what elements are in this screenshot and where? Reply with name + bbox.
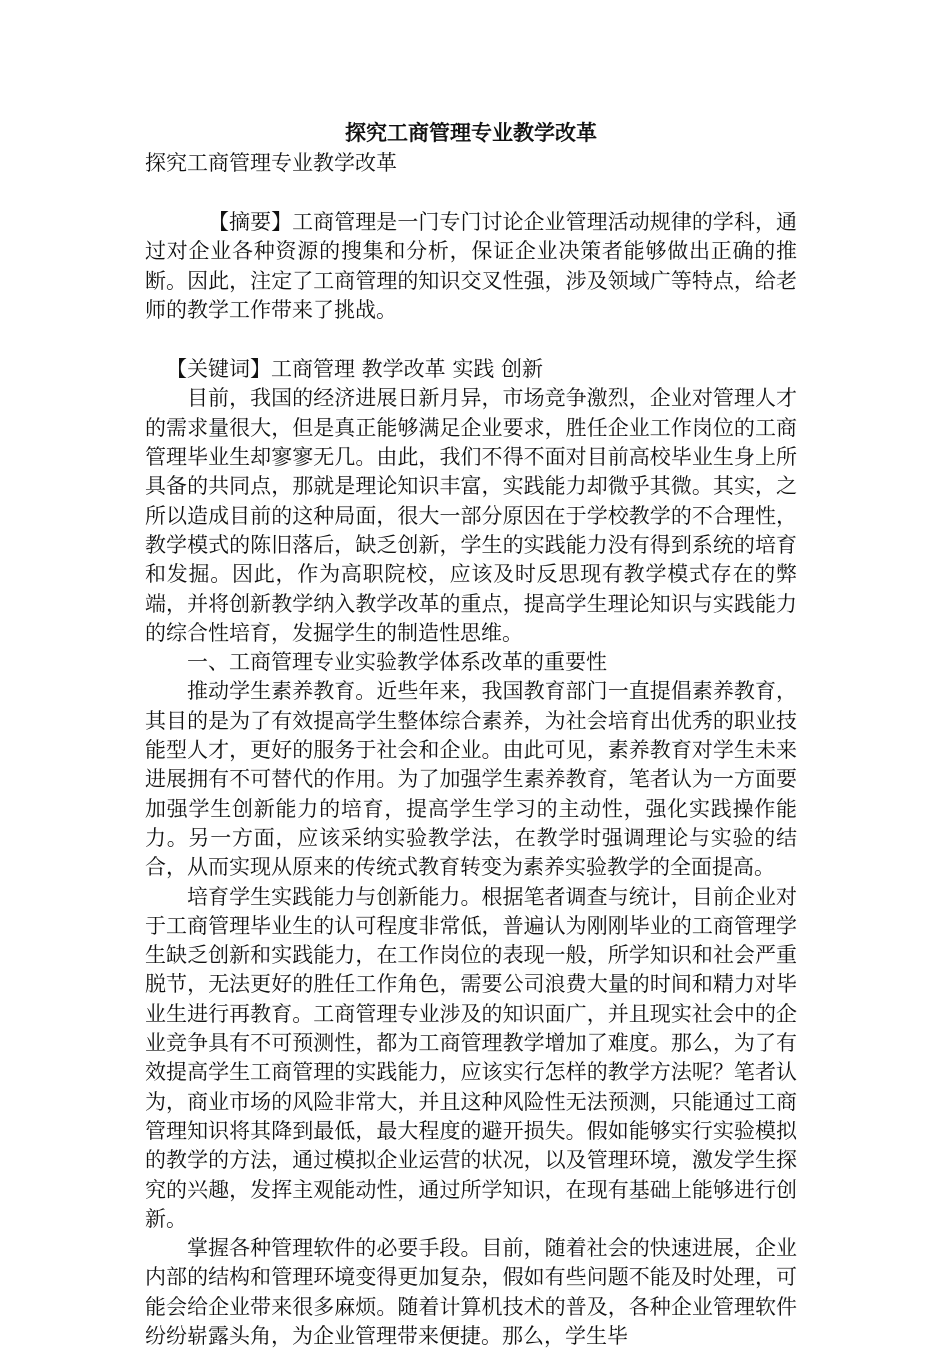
document-title: 探究工商管理专业教学改革 [345, 120, 597, 145]
blank-line [145, 178, 797, 208]
blank-line [145, 325, 797, 355]
abstract-paragraph: 【摘要】工商管理是一门专门讨论企业管理活动规律的学科，通过对企业各种资源的搜集和分析，保证企业决策者能够做出正确的推断。因此，注定了工商管理的知识交叉性强，涉及领域广等特点，给老师的教学工作带来了挑战。 [145, 210, 797, 322]
intro-paragraph: 目前，我国的经济进展日新月异，市场竞争激烈，企业对管理人才的需求量很大，但是真正能够满足企业要求，胜任企业工作岗位的工商管理毕业生却寥寥无几。由此，我们不得不面对目前高校毕业生身上所具备的共同点，那就是理论知识丰富，实践能力却微乎其微。其实，之所以造成目前的这种局面，很大一部分原因在于学校教学的不合理性，教学模式的陈旧落后，缺乏创新，学生的实践能力没有得到系统的培育和发掘。因此，作为高职院校，应该及时反思现有教学模式存在的弊端，并将创新教学纳入教学改革的重点，提高学生理论知识与实践能力的综合性培育，发掘学生的制造性思维。 [145, 386, 797, 645]
keywords-line: 【关键词】工商管理 教学改革 实践 创新 [166, 357, 544, 382]
body-paragraph: 推动学生素养教育。近些年来，我国教育部门一直提倡素养教育，其目的是为了有效提高学生整体综合素养，为社会培育出优秀的职业技能型人才，更好的服务于社会和企业。由此可见，素养教育对学生未来进展拥有不可替代的作用。为了加强学生素养教育，笔者认为一方面要加强学生创新能力的培育，提高学生学习的主动性，强化实践操作能力。另一方面，应该采纳实验教学法，在教学时强调理论与实验的结合，从而实现从原来的传统式教育转变为素养实验教学的全面提高。 [145, 679, 797, 880]
body-paragraph: 培育学生实践能力与创新能力。根据笔者调查与统计，目前企业对于工商管理毕业生的认可程度非常低，普遍认为刚刚毕业的工商管理学生缺乏创新和实践能力，在工作岗位的表现一般，所学知识和社会严重脱节，无法更好的胜任工作角色，需要公司浪费大量的时间和精力对毕业生进行再教育。工商管理专业涉及的知识面广，并且现实社会中的企业竞争具有不可预测性，都为工商管理教学增加了难度。那么，为了有效提高学生工商管理的实践能力，应该实行怎样的教学方法呢？笔者认为，商业市场的风险非常大，并且这种风险性无法预测，只能通过工商管理知识将其降到最低，最大程度的避开损失。假如能够实行实验模拟的教学的方法，通过模拟企业运营的状况，以及管理环境，激发学生探究的兴趣，发挥主观能动性，通过所学知识，在现有基础上能够进行创新。 [145, 884, 797, 1231]
section-heading: 一、工商管理专业实验教学体系改革的重要性 [187, 650, 607, 675]
document-subtitle: 探究工商管理专业教学改革 [145, 151, 397, 175]
document-page [145, 118, 797, 1351]
body-paragraph: 掌握各种管理软件的必要手段。目前，随着社会的快速进展，企业内部的结构和管理环境变得更加复杂，假如有些问题不能及时处理，可能会给企业带来很多麻烦。随着计算机技术的普及，各种企业管理软件纷纷崭露头角，为企业管理带来便捷。那么，学生毕 [145, 1236, 797, 1348]
